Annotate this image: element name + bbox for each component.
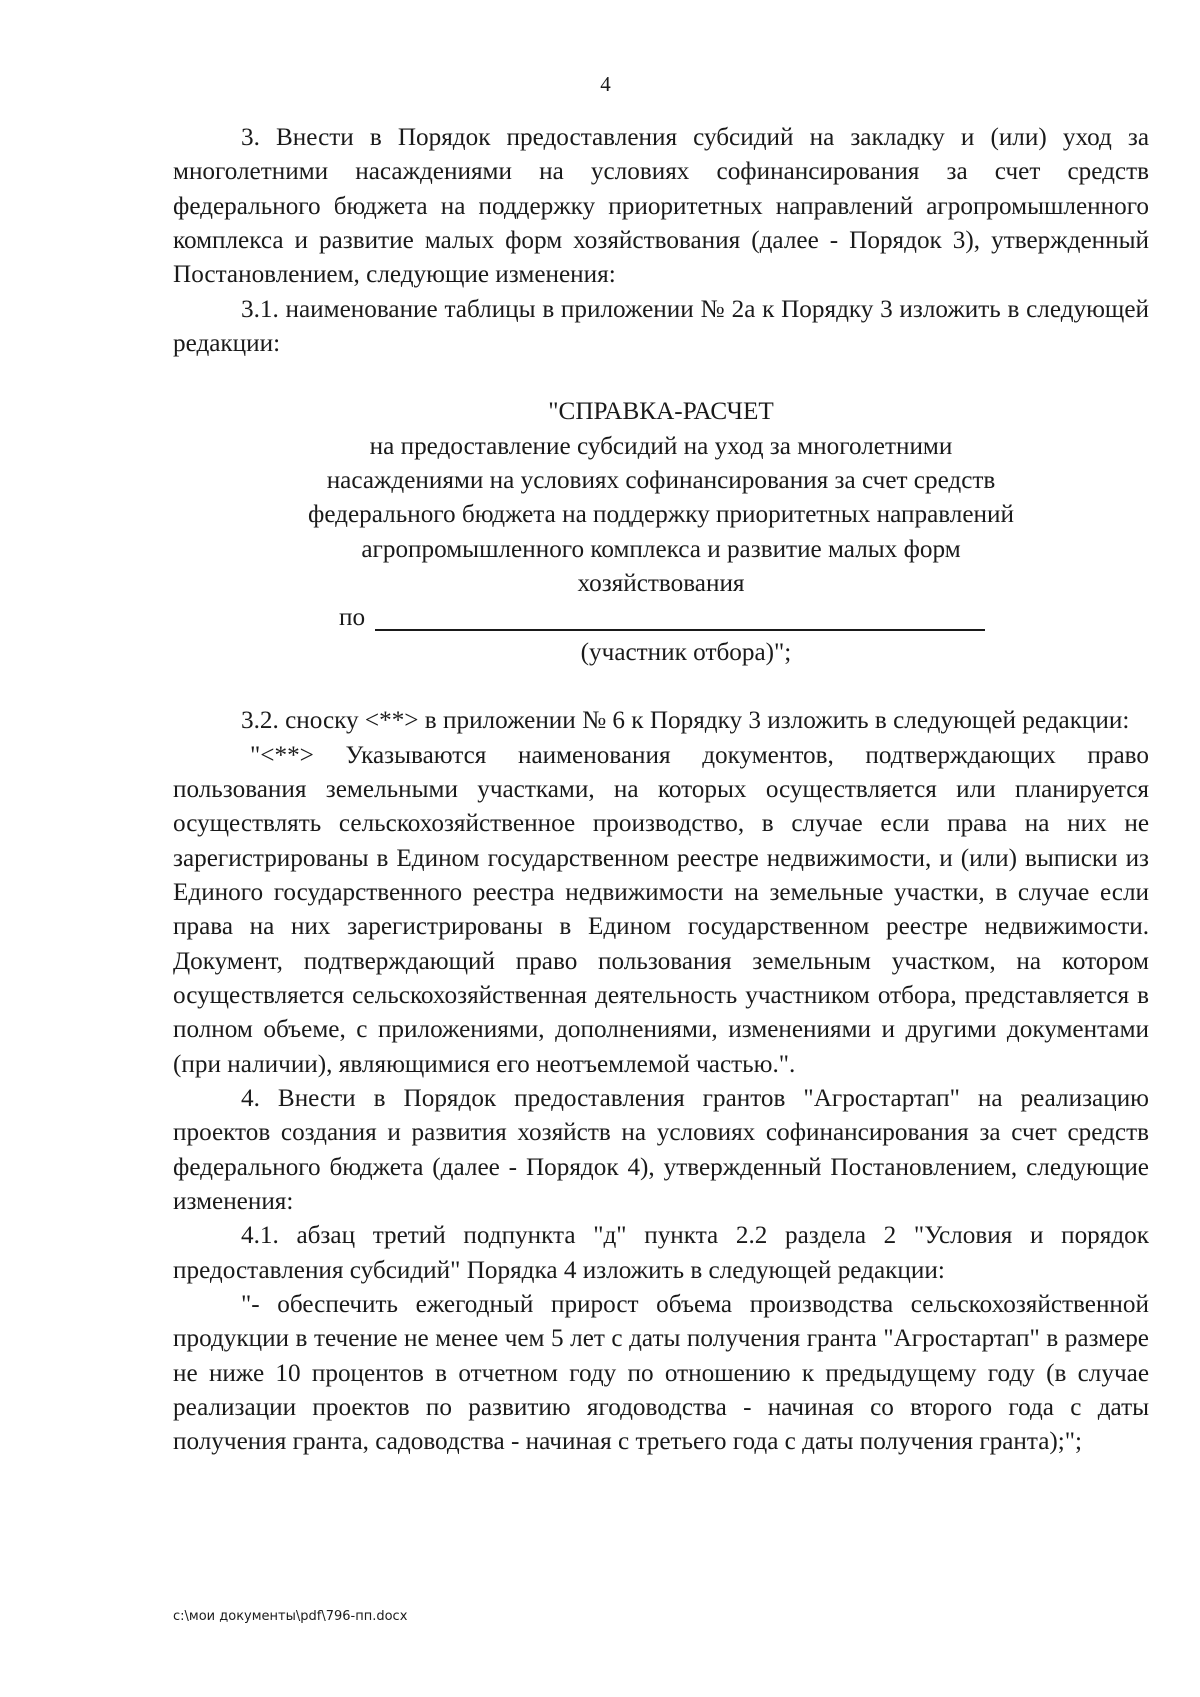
title-line: агропромышленного комплекса и развитие малых форм	[361, 535, 961, 563]
title-line: хозяйствования	[577, 570, 745, 598]
footnote-text: "<**> Указываются наименования документов, подтверждающих право пользования земельными участками, на которых осуществляется или планируется осуществлять сельскохозяйственное производство, в случае если права на них не зарегистрированы в Едином государственном реестре недвижимости, и (или) выписки из Единого государственного реестра недвижимости на земельные участки, в случае если права на них зарегистрированы в Едином государственном реестре недвижимости. Документ, подтверждающий право пользования земельным участком, на котором осуществляется сельскохозяйственная деятельность участником отбора, представляется в полном объеме, с приложениями, дополнениями, изменениями и другими документами (при наличии), являющимися его неотъемлемой частью.".	[173, 741, 1149, 1078]
title-line: федерального бюджета на поддержку приоритетных направлений	[308, 501, 1014, 529]
paragraph-4: 4. Внести в Порядок предоставления грантов "Агростартап" на реализацию проектов создания и развития хозяйств на условиях софинансирования за счет средств федерального бюджета (далее - Порядок 4), утвержденный Постановлением, следующие изменения:	[173, 1084, 1149, 1215]
paragraph-3-1: 3.1. наименование таблицы в приложении № 2а к Порядку 3 изложить в следующей редакции:	[173, 295, 1149, 358]
paragraph-3-2: 3.2. сноску <**> в приложении № 6 к Порядку 3 изложить в следующей редакции:	[241, 707, 1130, 735]
document-body	[173, 121, 1149, 1460]
paragraph-3: 3. Внести в Порядок предоставления субсидий на закладку и (или) уход за многолетними насаждениями на условиях софинансирования за счет средств федерального бюджета на поддержку приоритетных направлений агропромышленного комплекса и развитие малых форм хозяйствования (далее - Порядок 3), утвержденный Постановлением, следующие изменения:	[173, 124, 1149, 289]
title-line: на предоставление субсидий на уход за многолетними	[369, 432, 953, 460]
certificate-title-block	[173, 395, 1149, 670]
spacer	[173, 670, 1149, 704]
participant-blank-underline	[375, 629, 985, 631]
po-label: по	[339, 604, 366, 632]
participant-caption: (участник отбора)";	[580, 638, 792, 666]
paragraph-4-1: 4.1. абзац третий подпункта "д" пункта 2.2 раздела 2 "Условия и порядок предоставления субсидий" Порядка 4 изложить в следующей редакции:	[173, 1222, 1149, 1284]
participant-line	[173, 601, 1149, 635]
file-path-footer: c:\мои документы\pdf\796-пп.docx	[173, 1609, 408, 1624]
title-line: "СПРАВКА-РАСЧЕТ	[548, 398, 774, 426]
page-number: 4	[600, 72, 611, 96]
title-line: насаждениями на условиях софинансирования за счет средств	[326, 467, 996, 495]
paragraph-4-1-text: "- обеспечить ежегодный прирост объема производства сельскохозяйственной продукции в течение не менее чем 5 лет с даты получения гранта "Агростартап" в размере не ниже 10 процентов в отчетном году по отношению к предыдущему году (в случае реализации проектов по развитию ягодоводства - начиная со второго года с даты получения гранта, садоводства - начиная с третьего года с даты получения гранта);";	[173, 1291, 1149, 1456]
